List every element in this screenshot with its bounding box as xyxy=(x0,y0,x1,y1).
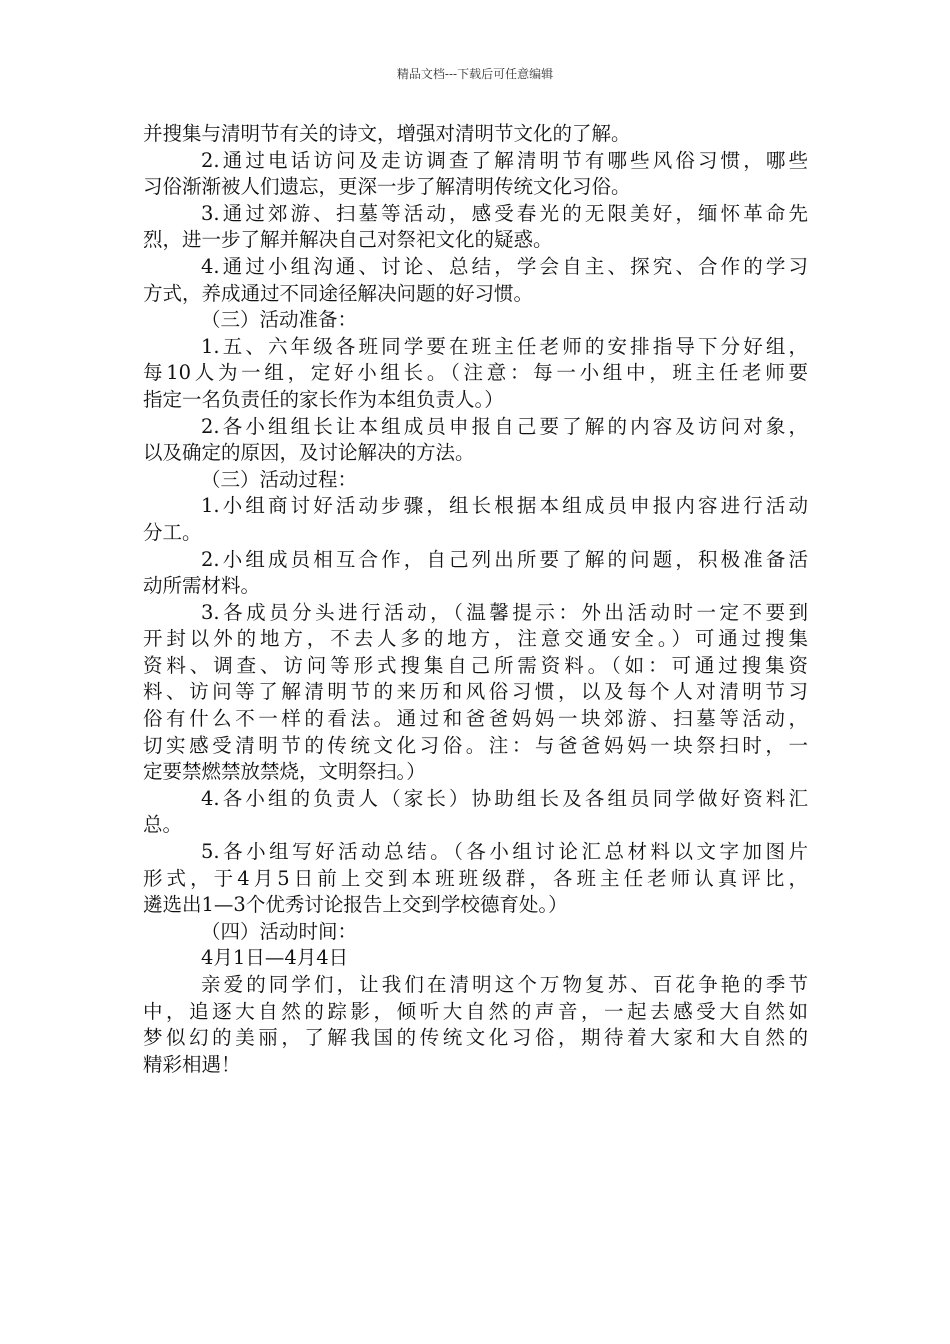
text-line: 梦似幻的美丽，了解我国的传统文化习俗，期待着大家和大自然的 xyxy=(143,1026,808,1050)
text-line: 切实感受清明节的传统文化习俗。注：与爸爸妈妈一块祭扫时，一 xyxy=(143,733,808,757)
text-line: 指定一名负责任的家长作为本组负责人。） xyxy=(143,387,504,411)
text-line: 总。 xyxy=(143,813,183,837)
text-line: 精彩相遇！ xyxy=(143,1052,241,1076)
text-line: 定要禁燃禁放禁烧，文明祭扫。） xyxy=(143,760,426,784)
text-line: （三）活动准备： xyxy=(201,308,358,332)
text-line: 并搜集与清明节有关的诗文，增强对清明节文化的了解。 xyxy=(143,122,631,145)
text-line: 5.各小组写好活动总结。（各小组讨论汇总材料以文字加图片 xyxy=(201,840,808,864)
page-header: 精品文档---下载后可任意编辑 xyxy=(396,67,554,81)
text-line: 以及确定的原因，及讨论解决的方法。 xyxy=(143,441,475,465)
text-line: 2.通过电话访问及走访调查了解清明节有哪些风俗习惯，哪些 xyxy=(201,148,808,172)
text-line: 3.各成员分头进行活动，（温馨提示：外出活动时一定不要到 xyxy=(201,600,808,624)
text-line: 遴选出1—3个优秀讨论报告上交到学校德育处。） xyxy=(143,893,568,917)
text-line: 4月1日—4月4日 xyxy=(201,946,349,970)
text-line: 中，追逐大自然的踪影，倾听大自然的声音，一起去感受大自然如 xyxy=(143,999,808,1023)
text-line: 分工。 xyxy=(143,520,202,544)
text-line: 烈，进一步了解并解决自己对祭祀文化的疑惑。 xyxy=(143,228,553,252)
text-line: 动所需材料。 xyxy=(143,574,261,598)
text-line: 4.通过小组沟通、讨论、总结，学会自主、探究、合作的学习 xyxy=(201,254,808,278)
text-line: 2.各小组组长让本组成员申报自己要了解的内容及访问对象， xyxy=(201,414,808,438)
text-line: 亲爱的同学们，让我们在清明这个万物复苏、百花争艳的季节 xyxy=(201,973,808,996)
text-line: 资料、调查、访问等形式搜集自己所需资料。（如：可通过搜集资 xyxy=(143,653,808,677)
text-line: 3.通过郊游、扫墓等活动，感受春光的无限美好，缅怀革命先 xyxy=(201,201,808,225)
text-line: （三）活动过程： xyxy=(201,467,358,491)
text-line: 料、访问等了解清明节的来历和风俗习惯，以及每个人对清明节习 xyxy=(143,680,808,704)
text-line: 开封以外的地方，不去人多的地方，注意交通安全。）可通过搜集 xyxy=(143,627,808,651)
text-line: 方式，养成通过不同途径解决问题的好习惯。 xyxy=(143,281,534,305)
text-line: 4.各小组的负责人（家长）协助组长及各组员同学做好资料汇 xyxy=(201,786,808,810)
document-body xyxy=(143,121,808,1078)
text-line: 2.小组成员相互合作，自己列出所要了解的问题，积极准备活 xyxy=(201,547,808,571)
text-line: 形式，于4月5日前上交到本班班级群，各班主任老师认真评比， xyxy=(143,866,808,890)
text-line: 俗有什么不一样的看法。通过和爸爸妈妈一块郊游、扫墓等活动， xyxy=(143,707,808,731)
text-line: 习俗渐渐被人们遗忘，更深一步了解清明传统文化习俗。 xyxy=(143,175,631,199)
text-line: （四）活动时间： xyxy=(201,919,358,943)
text-line: 1.五、六年级各班同学要在班主任老师的安排指导下分好组， xyxy=(201,334,808,358)
text-line: 每10人为一组，定好小组长。（注意：每一小组中，班主任老师要 xyxy=(143,361,808,385)
text-line: 1.小组商讨好活动步骤，组长根据本组成员申报内容进行活动 xyxy=(201,494,808,518)
